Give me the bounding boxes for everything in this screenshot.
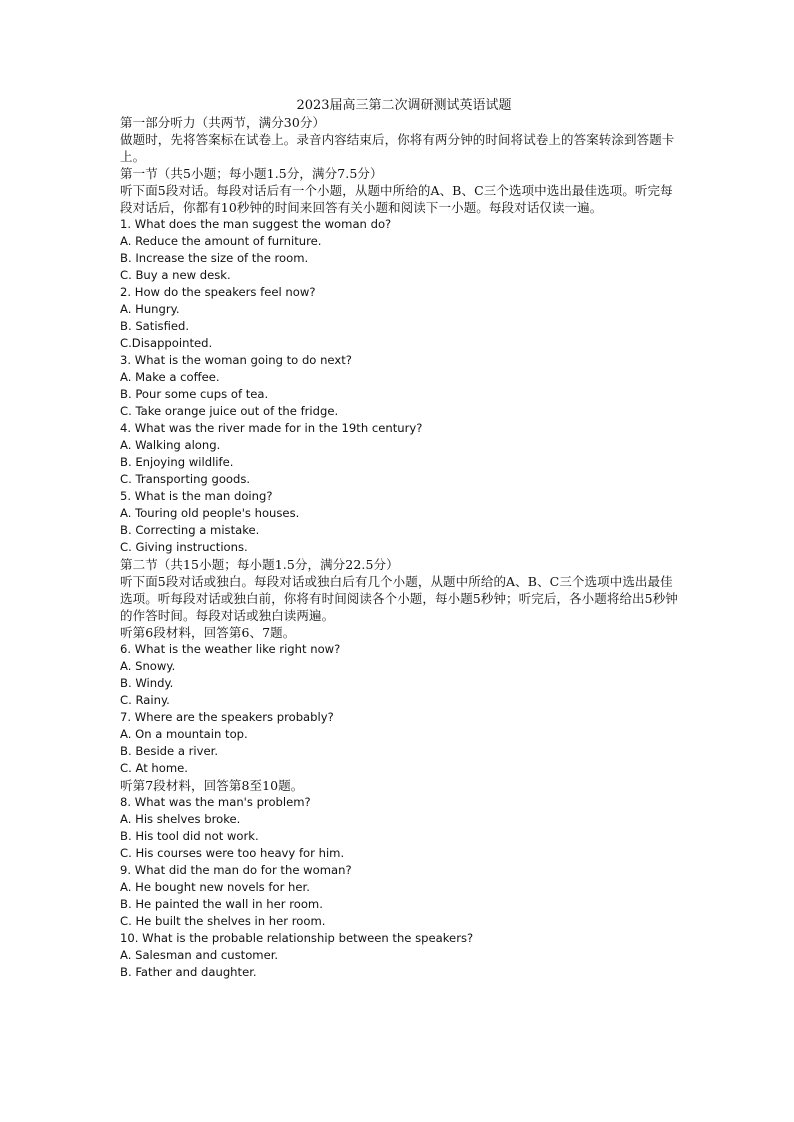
question-6-option-b: B. Windy. [120, 676, 174, 690]
question-7-option-a: A. On a mountain top. [120, 727, 248, 741]
question-4: 4. What was the river made for in the 19th century? [120, 421, 423, 435]
section2-instruction: 听下面5段对话或独白。每段对话或独白后有几个小题，从题中所给的A、B、C三个选项中选出最佳选项。听每段对话或独白前，你将有时间阅读各个小题，每小题5秒钟；听完后，各小题将给出5秒钟的作答时间。每段对话或独白读两遍。 [120, 574, 678, 623]
question-2-option-a: A. Hungry. [120, 302, 180, 316]
section2-heading: 第二节（共15小题；每小题1.5分，满分22.5分） [120, 557, 399, 572]
question-2-option-c: C.Disappointed. [120, 336, 213, 350]
part1-heading: 第一部分听力（共两节，满分30分） [120, 115, 326, 130]
question-3: 3. What is the woman going to do next? [120, 353, 352, 367]
material-6-heading: 听第6段材料，回答第6、7题。 [120, 625, 296, 640]
question-1-option-a: A. Reduce the amount of furniture. [120, 234, 322, 248]
question-2: 2. How do the speakers feel now? [120, 285, 316, 299]
exam-title: 2023届高三第二次调研测试英语试题 [296, 98, 512, 113]
question-1: 1. What does the man suggest the woman do? [120, 217, 392, 231]
question-5-option-a: A. Touring old people's houses. [120, 506, 300, 520]
section1-heading: 第一节（共5小题；每小题1.5分，满分7.5分） [120, 166, 383, 181]
question-9: 9. What did the man do for the woman? [120, 863, 352, 877]
question-7-option-b: B. Beside a river. [120, 744, 219, 758]
question-7-option-c: C. At home. [120, 761, 188, 775]
question-3-option-a: A. Make a coffee. [120, 370, 220, 384]
question-5: 5. What is the man doing? [120, 489, 273, 503]
material-7-heading: 听第7段材料，回答第8至10题。 [120, 778, 304, 793]
question-6-option-c: C. Rainy. [120, 693, 170, 707]
question-9-option-b: B. He painted the wall in her room. [120, 897, 323, 911]
question-9-option-a: A. He bought new novels for her. [120, 880, 310, 894]
question-10-option-b: B. Father and daughter. [120, 965, 257, 979]
question-8-option-b: B. His tool did not work. [120, 829, 259, 843]
question-5-option-c: C. Giving instructions. [120, 540, 248, 554]
section1-instruction: 听下面5段对话。每段对话后有一个小题，从题中所给的A、B、C三个选项中选出最佳选项。听完每段对话后，你都有10秒钟的时间来回答有关小题和阅读下一小题。每段对话仅读一遍。 [120, 183, 673, 215]
question-3-option-b: B. Pour some cups of tea. [120, 387, 269, 401]
question-3-option-c: C. Take orange juice out of the fridge. [120, 404, 339, 418]
question-6-option-a: A. Snowy. [120, 659, 176, 673]
question-8-option-c: C. His courses were too heavy for him. [120, 846, 345, 860]
question-2-option-b: B. Satisfied. [120, 319, 190, 333]
question-4-option-b: B. Enjoying wildlife. [120, 455, 234, 469]
question-7: 7. Where are the speakers probably? [120, 710, 334, 724]
question-8: 8. What was the man's problem? [120, 795, 311, 809]
question-4-option-a: A. Walking along. [120, 438, 221, 452]
question-5-option-b: B. Correcting a mistake. [120, 523, 260, 537]
question-10-option-a: A. Salesman and customer. [120, 948, 279, 962]
question-8-option-a: A. His shelves broke. [120, 812, 241, 826]
part1-instruction: 做题时，先将答案标在试卷上。录音内容结束后，你将有两分钟的时间将试卷上的答案转涂到答题卡上。 [120, 132, 675, 164]
question-6: 6. What is the weather like right now? [120, 642, 341, 656]
question-1-option-b: B. Increase the size of the room. [120, 251, 309, 265]
question-9-option-c: C. He built the shelves in her room. [120, 914, 326, 928]
question-1-option-c: C. Buy a new desk. [120, 268, 231, 282]
exam-page [120, 97, 680, 981]
question-10: 10. What is the probable relationship between the speakers? [120, 931, 474, 945]
question-4-option-c: C. Transporting goods. [120, 472, 251, 486]
